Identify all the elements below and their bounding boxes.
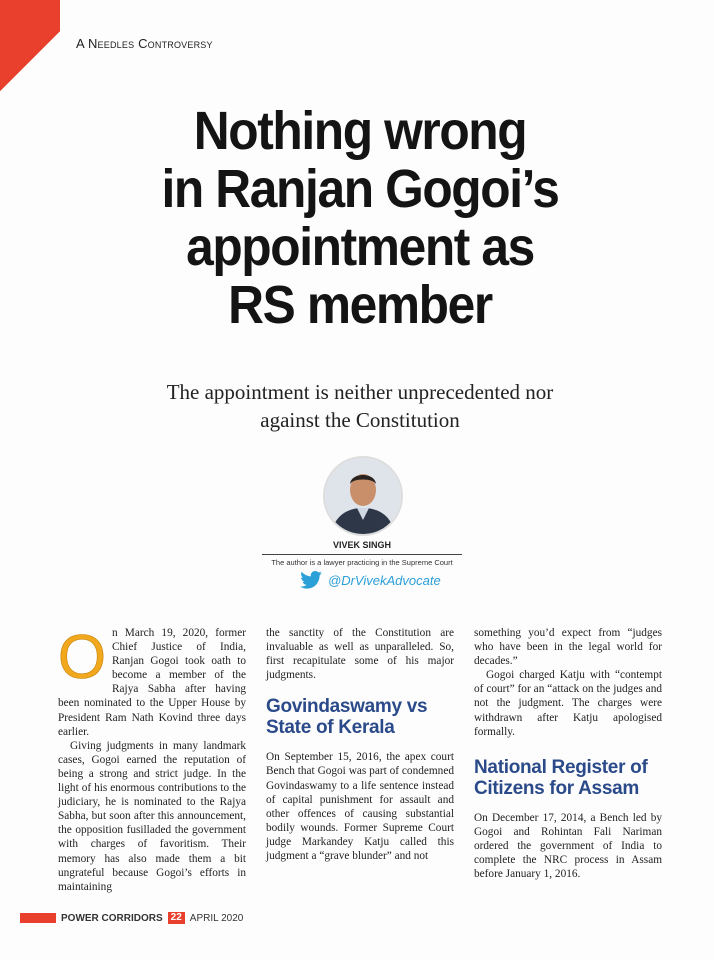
headline <box>84 102 636 334</box>
footer-accent-bar <box>20 913 56 923</box>
headline-line: in Ranjan Gogoi’s <box>161 159 559 219</box>
section-heading: Govindaswamy vs State of Kerala <box>266 696 428 739</box>
subtitle-line: against the Constitution <box>260 408 460 432</box>
section-heading: National Register of Citizens for Assam <box>474 756 648 799</box>
paragraph: On September 15, 2016, the apex court Bench that Gogoi was part of condemned Govindaswamy to a life sentence instead of capital punishment for assault and other offences of causing substantial bodily wounds. Former Supreme Court judge Markandey Katju called this judgment a “grave blunder” and not <box>266 751 454 863</box>
headline-line: Nothing wrong <box>193 101 527 161</box>
author-note: The author is a lawyer practicing in the Supreme Court <box>271 558 453 567</box>
footer-brand: POWER CORRIDORS <box>61 912 163 924</box>
author-avatar <box>323 456 403 536</box>
headline-line: RS member <box>228 275 492 335</box>
dropcap-text: O <box>58 628 106 684</box>
author-name: VIVEK SINGH <box>332 540 391 550</box>
paragraph: n March 19, 2020, former Chief Justice of India, Ranjan Gogoi took oath to become a member of the Rajya Sabha after having been nominated to the Upper House by President Ram Nath Kovind three days earlier. <box>58 627 246 738</box>
twitter-bird-icon <box>300 571 322 589</box>
page-number: 22 <box>168 912 185 924</box>
paragraph: Gogoi charged Katju with “contempt of court” for an “attack on the judges and not the judgment. The charges were withdrawn after Katju apologised formally. <box>474 669 662 738</box>
subtitle <box>100 378 620 434</box>
page-footer <box>20 912 243 924</box>
article-column-2 <box>266 626 454 863</box>
author-divider <box>262 554 462 555</box>
headline-line: appointment as <box>186 217 534 277</box>
article-column-3 <box>474 626 662 881</box>
corner-accent <box>0 0 60 92</box>
paragraph: something you’d expect from “judges who have been in the legal world for decades.” <box>474 627 662 668</box>
paragraph: the sanctity of the Constitution are invaluable as well as unparalleled. So, first recapitulate some of his major judgments. <box>266 627 454 682</box>
issue-date: APRIL 2020 <box>189 912 244 924</box>
dropcap-letter <box>58 628 106 684</box>
section-kicker: A Needles Controversy <box>76 36 213 51</box>
paragraph: On December 17, 2014, a Bench led by Gogoi and Rohintan Fali Nariman ordered the government of India to complete the NRC process in Assam before January 1, 2016. <box>474 811 662 881</box>
twitter-handle[interactable]: @DrVivekAdvocate <box>328 572 441 588</box>
article-column-1 <box>58 626 246 894</box>
twitter-link[interactable] <box>300 570 441 590</box>
author-photo-icon <box>325 458 401 534</box>
paragraph: Giving judgments in many landmark cases, Gogoi earned the reputation of being a strong and strict judge. In the light of his enormous contributions to the judiciary, he is nominated to the Rajya Sabha, but soon after this announcement, the opposition fusilladed the government with charges of favoritism. Their memory has also made them a bit ungrateful because Gogoi’s efforts in maintaining <box>58 739 246 893</box>
subtitle-line: The appointment is neither unprecedented nor <box>166 380 554 404</box>
